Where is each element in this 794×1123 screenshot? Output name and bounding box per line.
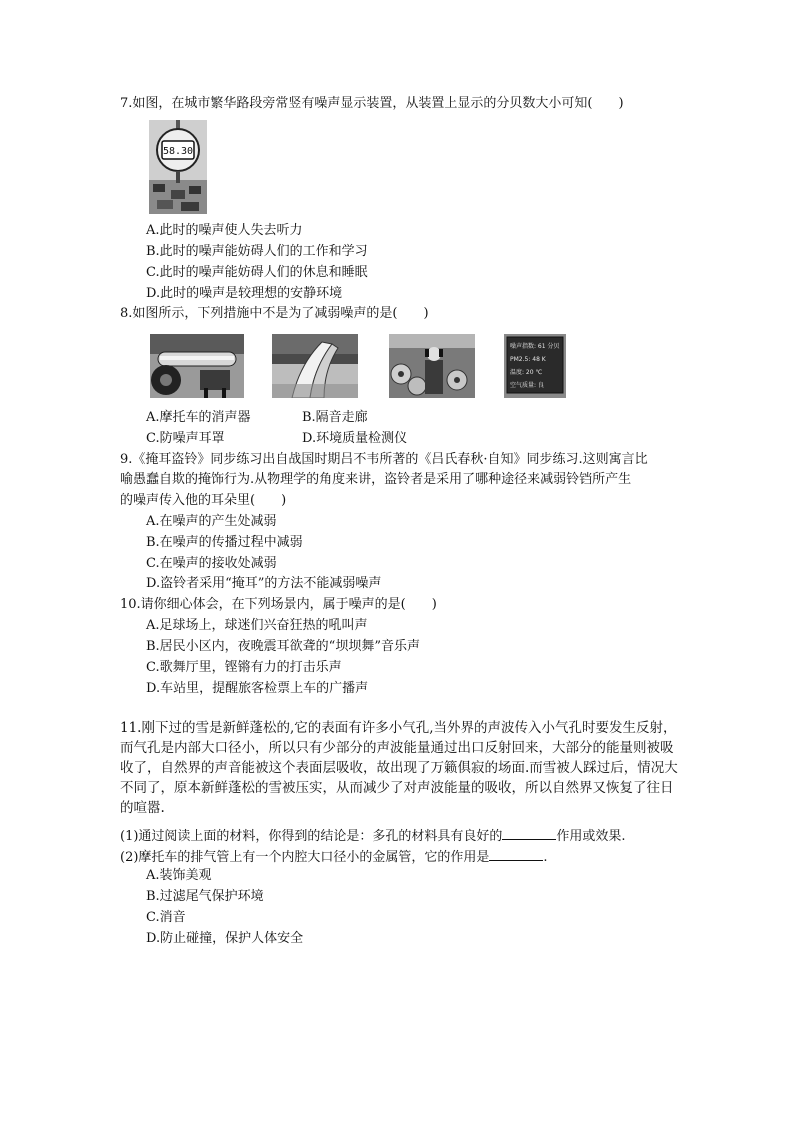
q11-option-b[interactable]: B.过滤尾气保护环境	[146, 889, 264, 904]
q11-sub1	[120, 827, 626, 845]
q9-option-d[interactable]: D.盗铃者采用“掩耳”的方法不能减弱噪声	[146, 576, 382, 591]
q11-sub2-suffix: .	[543, 850, 548, 865]
q8-sign-line-4: 空气质量: 良	[510, 382, 544, 389]
q11-sub1-prefix: (1)通过阅读上面的材料，你得到的结论是：多孔的材料具有良好的	[120, 829, 503, 844]
q8-option-a[interactable]: A.摩托车的消声器	[146, 410, 251, 425]
q7-option-d[interactable]: D.此时的噪声是较理想的安静环境	[146, 286, 343, 301]
q8-stem: 8.如图所示，下列措施中不是为了减弱噪声的是( )	[120, 306, 429, 321]
q11-sub2	[120, 848, 548, 866]
q8-earmuff-worker-image	[389, 334, 475, 398]
q8-environment-monitor-image	[504, 334, 566, 398]
q8-option-b[interactable]: B.隔音走廊	[302, 410, 368, 425]
q10-option-c[interactable]: C.歌舞厅里，铿锵有力的打击乐声	[146, 660, 342, 675]
q7-option-b[interactable]: B.此时的噪声能妨碍人们的工作和学习	[146, 244, 368, 259]
q8-sign-line-1: 噪声指数: 61 分贝	[510, 343, 560, 350]
q8-sign-line-3: 温度: 20 ℃	[510, 369, 543, 376]
q8-option-d[interactable]: D.环境质量检测仪	[302, 431, 408, 446]
q7-noise-display-image	[149, 120, 207, 214]
q8-option-c[interactable]: C.防噪声耳罩	[146, 431, 225, 446]
q10-option-a[interactable]: A.足球场上，球迷们兴奋狂热的吼叫声	[146, 618, 368, 633]
q11-sub2-prefix: (2)摩托车的排气管上有一个内腔大口径小的金属管，它的作用是	[120, 850, 490, 865]
q9-option-a[interactable]: A.在噪声的产生处减弱	[146, 514, 277, 529]
q7-display-reading: 58.30	[162, 146, 194, 157]
q11-option-c[interactable]: C.消音	[146, 910, 186, 925]
q11-sub2-blank[interactable]	[489, 848, 543, 861]
q7-option-c[interactable]: C.此时的噪声能妨碍人们的休息和睡眠	[146, 265, 368, 280]
q8-sign-line-2: PM2.5: 48 K	[510, 356, 546, 363]
q10-stem: 10.请你细心体会，在下列场景内，属于噪声的是( )	[120, 597, 437, 612]
q7-option-a[interactable]: A.此时的噪声使人失去听力	[146, 223, 303, 238]
q9-stem-line-1: 9.《掩耳盗铃》同步练习出自战国时期吕不韦所著的《吕氏春秋·自知》同步练习.这则寓言比	[120, 452, 648, 467]
q11-sub1-blank[interactable]	[502, 827, 556, 840]
q11-sub1-suffix: 作用或效果.	[556, 829, 626, 844]
q11-paragraph: 11.刚下过的雪是新鲜蓬松的,它的表面有许多小气孔,当外界的声波传入小气孔时要发生反射，而气孔是内部大口径小，所以只有少部分的声波能量通过出口反射回来，大部分的能量则被吸收了，自然界的声音能被这个表面层吸收，故出现了万籁俱寂的场面.而雪被人踩过后，情况大不同了，原本新鲜蓬松的雪被压实，从而减少了对声波能量的吸收，所以自然界又恢复了往日的喧嚣.	[120, 720, 678, 816]
q8-soundproof-corridor-image	[272, 334, 358, 398]
q9-stem-line-2: 喻愚蠢自欺的掩饰行为.从物理学的角度来讲，盗铃者是采用了哪种途径来减弱铃铛所产生	[120, 472, 632, 487]
q11-option-a[interactable]: A.装饰美观	[146, 868, 212, 883]
q9-option-c[interactable]: C.在噪声的接收处减弱	[146, 556, 277, 571]
q7-stem: 7.如图，在城市繁华路段旁常竖有噪声显示装置，从装置上显示的分贝数大小可知( )	[120, 96, 624, 111]
q10-option-b[interactable]: B.居民小区内，夜晚震耳欲聋的“坝坝舞”音乐声	[146, 639, 420, 654]
q9-stem-line-3: 的噪声传入他的耳朵里( )	[120, 493, 287, 508]
q9-option-b[interactable]: B.在噪声的传播过程中减弱	[146, 535, 303, 550]
q8-motorcycle-muffler-image	[150, 334, 244, 398]
q10-option-d[interactable]: D.车站里，提醒旅客检票上车的广播声	[146, 681, 369, 696]
q11-option-d[interactable]: D.防止碰撞，保护人体安全	[146, 931, 304, 946]
